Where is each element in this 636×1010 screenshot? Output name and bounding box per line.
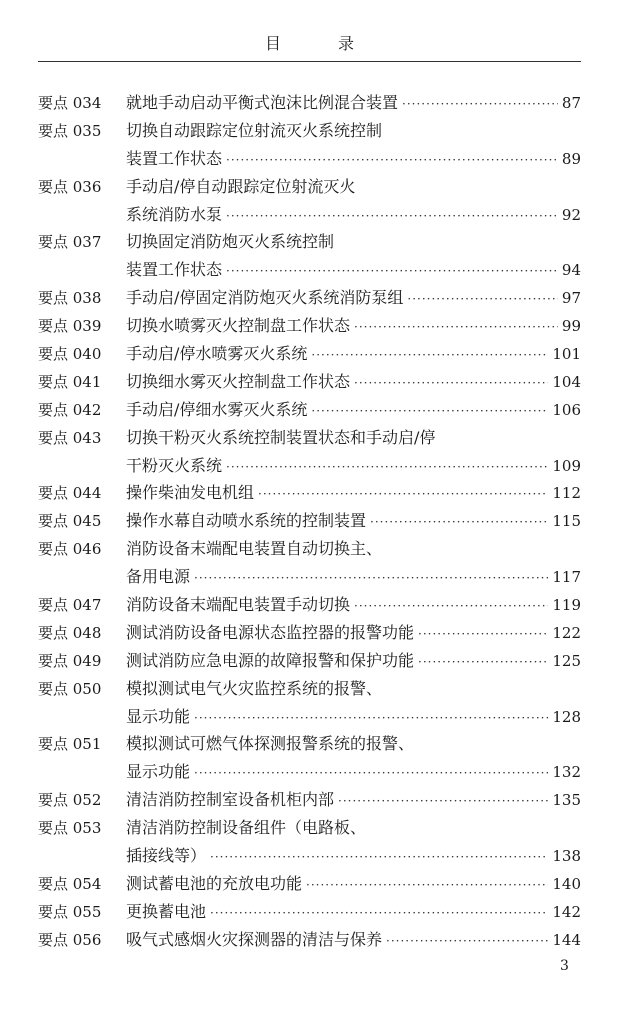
toc-entry-title: 切换自动跟踪定位射流灭火系统控制	[126, 120, 383, 140]
toc-line	[38, 786, 581, 814]
toc-leader-dots	[258, 481, 548, 509]
toc-entry-title: 切换细水雾灭火控制盘工作状态	[126, 371, 351, 391]
toc-line	[38, 479, 581, 507]
toc-entry-number: 要点 034	[38, 94, 102, 112]
toc-entry-title: 测试消防应急电源的故障报警和保护功能	[126, 650, 415, 670]
toc-leader-dots	[210, 844, 548, 872]
toc-line	[38, 926, 581, 954]
toc-entry-page: 117	[552, 568, 581, 587]
toc-entry-page: 112	[552, 484, 581, 503]
toc-entry-page: 128	[552, 707, 581, 726]
toc-entry-title: 装置工作状态	[126, 148, 223, 168]
toc-entry-title: 手动启/停细水雾灭火系统	[126, 399, 308, 419]
toc-entry-page: 94	[561, 261, 581, 280]
toc-entry[interactable]	[38, 870, 581, 898]
toc-entry-page: 132	[552, 763, 581, 782]
toc-line	[38, 452, 581, 480]
toc-line	[38, 228, 581, 256]
toc-leader-dots	[210, 900, 548, 928]
toc-entry-title: 清洁消防控制设备组件（电路板、	[126, 818, 367, 838]
toc-leader-dots	[354, 370, 548, 398]
toc-leader-dots	[370, 509, 548, 537]
toc-entry-page: 106	[552, 400, 581, 419]
toc-entry-title: 插接线等）	[126, 846, 207, 866]
toc-entry[interactable]	[38, 535, 581, 591]
toc-entry-page: 125	[552, 651, 581, 670]
toc-line	[38, 535, 581, 563]
toc-line	[38, 201, 581, 229]
toc-entry[interactable]	[38, 284, 581, 312]
toc-entry-title: 系统消防水泵	[126, 204, 223, 224]
toc-line	[38, 758, 581, 786]
toc-entry[interactable]	[38, 228, 581, 284]
toc-line	[38, 340, 581, 368]
toc-leader-dots	[226, 147, 558, 175]
toc-entry-number: 要点 051	[38, 735, 102, 754]
toc-line	[38, 730, 581, 758]
toc-entry[interactable]	[38, 89, 581, 117]
toc-entry-title: 测试消防设备电源状态监控器的报警功能	[126, 622, 415, 642]
toc-line	[38, 814, 581, 842]
toc-line	[38, 368, 581, 396]
toc-line	[38, 89, 581, 117]
toc-leader-dots	[418, 621, 548, 649]
toc-entry[interactable]	[38, 173, 581, 229]
toc-leader-dots	[194, 705, 548, 733]
toc-line	[38, 145, 581, 173]
toc-leader-dots	[311, 342, 548, 370]
toc-line	[38, 396, 581, 424]
toc-entry-title: 操作柴油发电机组	[126, 483, 255, 503]
toc-leader-dots	[354, 314, 558, 342]
toc-entry-number: 要点 039	[38, 317, 102, 336]
page-number: 3	[560, 958, 569, 974]
toc-leader-dots	[226, 203, 558, 231]
toc-entry[interactable]	[38, 926, 581, 954]
toc-line	[38, 117, 581, 145]
toc-line	[38, 647, 581, 675]
toc-entry[interactable]	[38, 507, 581, 535]
toc-entry-number: 要点 052	[38, 791, 102, 810]
toc-line	[38, 842, 581, 870]
toc-entry[interactable]	[38, 898, 581, 926]
toc-entry-number: 要点 054	[38, 874, 102, 893]
toc-entry-title: 显示功能	[126, 762, 191, 782]
toc-entry-title: 消防设备末端配电装置自动切换主、	[126, 539, 383, 559]
toc-entry[interactable]	[38, 675, 581, 731]
toc-leader-dots	[306, 872, 548, 900]
toc-entry-page: 115	[552, 512, 581, 531]
toc-entry[interactable]	[38, 814, 581, 870]
toc-leader-dots	[386, 928, 548, 956]
toc-line	[38, 619, 581, 647]
toc-entry-title: 吸气式感烟火灾探测器的清洁与保养	[126, 929, 383, 949]
toc-entry-title: 手动启/停自动跟踪定位射流灭火	[126, 176, 356, 196]
toc-entry-number: 要点 037	[38, 233, 102, 252]
page-title: 目 录	[38, 32, 581, 62]
toc-leader-dots	[338, 788, 548, 816]
toc-entry-page: 135	[552, 791, 581, 810]
toc-entry-page: 109	[552, 456, 581, 475]
toc-entry-title: 清洁消防控制室设备机柜内部	[126, 790, 335, 810]
toc-entry-number: 要点 047	[38, 596, 102, 615]
toc-entry-page: 104	[552, 372, 581, 391]
toc-line	[38, 703, 581, 731]
toc-line	[38, 870, 581, 898]
toc-entry[interactable]	[38, 368, 581, 396]
toc-entry-title: 干粉灭火系统	[126, 455, 223, 475]
toc-entry-number: 要点 045	[38, 512, 102, 531]
toc-entry[interactable]	[38, 591, 581, 619]
toc-entry-page: 142	[552, 902, 581, 921]
toc-entry-title: 操作水幕自动喷水系统的控制装置	[126, 511, 367, 531]
toc-entry-page: 138	[552, 847, 581, 866]
toc-entry[interactable]	[38, 340, 581, 368]
toc-line	[38, 898, 581, 926]
toc-entry-page: 87	[561, 94, 581, 112]
toc-entry-title: 消防设备末端配电装置手动切换	[126, 595, 351, 615]
toc-entry[interactable]	[38, 396, 581, 424]
toc-entry-title: 手动启/停固定消防炮灭火系统消防泵组	[126, 288, 404, 308]
toc-line	[38, 424, 581, 452]
toc-entry[interactable]	[38, 786, 581, 814]
toc-entry-title: 手动启/停水喷雾灭火系统	[126, 344, 308, 364]
toc-entry[interactable]	[38, 730, 581, 786]
toc-entry-number: 要点 041	[38, 372, 102, 391]
toc-leader-dots	[226, 454, 548, 482]
toc-entry-page: 99	[561, 317, 581, 336]
toc-entry-title: 测试蓄电池的充放电功能	[126, 873, 303, 893]
toc-entry-number: 要点 042	[38, 400, 102, 419]
toc-entry-number: 要点 049	[38, 651, 102, 670]
toc-leader-dots	[311, 398, 548, 426]
toc-entry[interactable]	[38, 117, 581, 173]
toc-entry-page: 97	[561, 289, 581, 308]
toc-entry-number: 要点 038	[38, 289, 102, 308]
toc-entry-page: 119	[552, 596, 581, 615]
toc-entry-title: 切换固定消防炮灭火系统控制	[126, 232, 335, 252]
toc-entry-title: 模拟测试电气火灾监控系统的报警、	[126, 678, 383, 698]
toc-line	[38, 284, 581, 312]
toc-leader-dots	[407, 286, 558, 314]
table-of-contents	[38, 89, 581, 954]
toc-entry[interactable]	[38, 312, 581, 340]
toc-entry-number: 要点 046	[38, 540, 102, 559]
toc-entry-page: 101	[552, 345, 581, 364]
toc-entry-number: 要点 048	[38, 623, 102, 642]
toc-entry-number: 要点 040	[38, 345, 102, 364]
toc-entry-page: 122	[552, 623, 581, 642]
toc-entry[interactable]	[38, 619, 581, 647]
toc-entry-number: 要点 043	[38, 428, 102, 447]
toc-line	[38, 507, 581, 535]
toc-line	[38, 173, 581, 201]
toc-entry-title: 切换干粉灭火系统控制装置状态和手动启/停	[126, 427, 436, 447]
toc-entry-number: 要点 055	[38, 902, 102, 921]
toc-leader-dots	[194, 760, 548, 788]
toc-entry-number: 要点 050	[38, 679, 102, 698]
toc-entry-number: 要点 044	[38, 484, 102, 503]
toc-entry-title: 更换蓄电池	[126, 901, 207, 921]
toc-entry-number: 要点 056	[38, 930, 102, 949]
toc-line	[38, 563, 581, 591]
toc-line	[38, 312, 581, 340]
toc-leader-dots	[418, 649, 548, 677]
toc-leader-dots	[354, 593, 548, 621]
toc-entry-title: 就地手动启动平衡式泡沫比例混合装置	[126, 93, 399, 112]
toc-entry-title: 显示功能	[126, 706, 191, 726]
toc-entry-page: 89	[561, 149, 581, 168]
toc-line	[38, 675, 581, 703]
toc-entry-page: 140	[552, 874, 581, 893]
toc-entry-title: 切换水喷雾灭火控制盘工作状态	[126, 316, 351, 336]
toc-leader-dots	[226, 258, 558, 286]
toc-entry-number: 要点 035	[38, 121, 102, 140]
toc-entry[interactable]	[38, 647, 581, 675]
toc-line	[38, 591, 581, 619]
toc-entry-page: 144	[552, 930, 581, 949]
toc-entry-number: 要点 053	[38, 819, 102, 838]
toc-entry-title: 备用电源	[126, 567, 191, 587]
toc-leader-dots	[402, 91, 558, 119]
toc-leader-dots	[194, 565, 548, 593]
toc-entry-title: 装置工作状态	[126, 260, 223, 280]
toc-entry[interactable]	[38, 424, 581, 480]
toc-entry-title: 模拟测试可燃气体探测报警系统的报警、	[126, 734, 415, 754]
toc-entry-page: 92	[561, 205, 581, 224]
toc-entry-number: 要点 036	[38, 177, 102, 196]
toc-entry[interactable]	[38, 479, 581, 507]
toc-line	[38, 256, 581, 284]
